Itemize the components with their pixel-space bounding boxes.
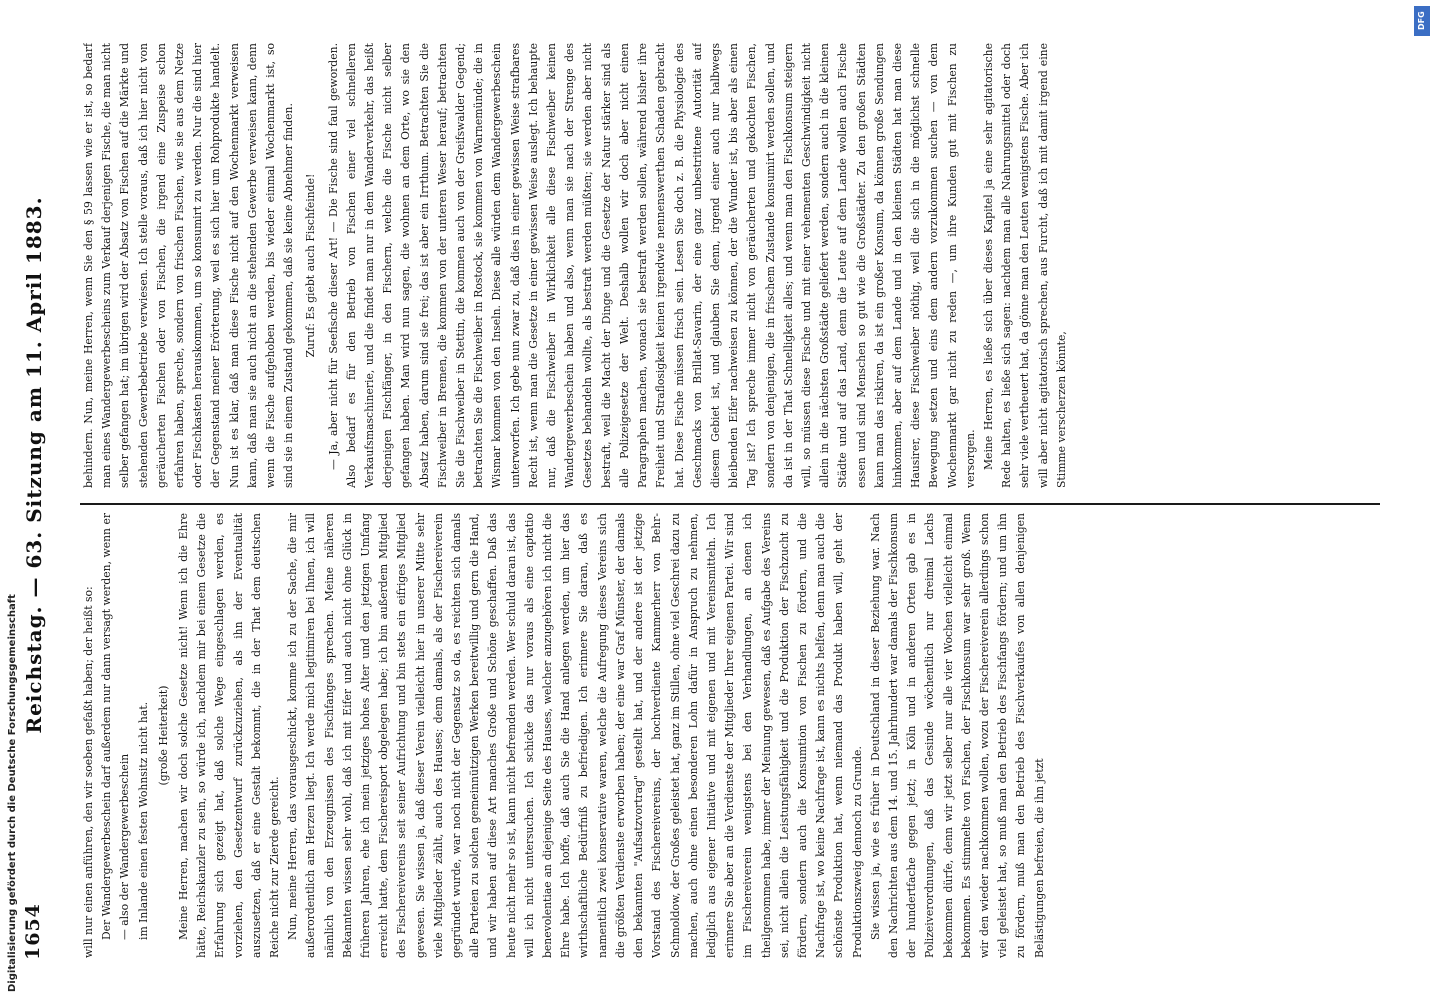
credit-strip: [1408, 0, 1432, 1000]
right-column: [80, 43, 1380, 488]
paragraph: Meine Herren, machen wir doch solche Gesetze nicht! Wenn ich die Ehre hätte, Reichskanzler zu sein, so würde ich, nachdem mir bei einem Gesetze die Erfahrung sich gezeigt hat, daß solche Wege eingeschlagen werden, es vorziehen, den Gesetzentwurf zurückzuziehen, als ihn der Eventualität auszusetzen, daß er eine Gestalt bekommt, die in der That dem deutschen Reiche nicht zur Zierde gereicht.: [177, 513, 282, 958]
dfg-logo: DFG: [1414, 6, 1430, 36]
paragraph: Der Wandergewerbeschein darf außerdem nur dann versagt werden, wenn er — also der Wandergewerbeschein: [100, 513, 132, 940]
paragraph: im Inlande einen festen Wohnsitz nicht hat.: [136, 701, 150, 940]
paragraph: Nun, meine Herren, das vorausgeschickt, komme ich zu der Sache, die mir außerordentlich am Herzen liegt. Ich werde mich legitimiren bei Ihnen, ich will nämlich von den Erzeugnissen des Fischfanges sprechen. Meine näheren Bekannten wissen sehr wohl, daß ich mit Eifer und auch nicht ohne Glück in früheren Jahren, ehe ich mein jetziges hohes Alter und den jetzigen Umfang erreicht hatte, dem Fischereisport obgelegen habe; ich bin außerdem Mitglied des Fischereivereins seit seiner Aufrichtung und bin stets ein eifriges Mitglied gewesen. Sie wissen ja, daß dieser Verein vielleicht hier in unserer Mitte sehr viele Mitglieder zählt, auch des Hauses; denn damals, als der Fischereiverein gegründet wurde, war noch nicht der Gegensatz so da, es reichten sich damals alle Parteien zu solchen gemeinnützigen Werken bereitwillig und gern die Hand, und wir haben auf diese Art manches Große und Schöne geschaffen. Daß das heute nicht mehr so ist, kann nicht befremden werden. Wer schuld daran ist, das will ich nicht untersuchen. Ich schicke das nur voraus als eine captatio benevolentiae an diejenige Seite des Hauses, welcher anzugehören ich nicht die Ehre habe. Ich hoffe, daß auch Sie die Hand anlegen werden, um hier das wirthschaftliche Bedürfniß zu befriedigen. Ich erinnere Sie daran, daß es namentlich zwei konservative waren, welche die Aufregung dieses Vereins sich die größten Verdienste erworben haben; der eine war Graf Münster, der damals den bekannten "Aufsatzvortrag" gestellt hat, und der andere ist der jetzige Vorstand des Fischereivereins, der hochverdiente Kammerherr von Behr-Schmoldow, der Großes geleistet hat, ganz im Stillen, ohne viel Geschrei dazu zu machen, auch ohne einen besonderen Lohn dafür in Anspruch zu nehmen, lediglich aus eigener Initiative und mit eigenen und mit Vereinsmitteln. Ich erinnere Sie aber an die Verdienste der Mitglieder Ihrer eigenen Partei. Wir sind im Fischereiverein wenigstens bei den Verhandlungen, an denen ich theilgenommen habe, immer der Meinung gewesen, daß es Aufgabe des Vereins sei, nicht allein die Leistungsfähigkeit und die Produktion der Fischzucht zu fördern, sondern auch die Konsumtion von Fischen zu fördern, und die Nachfrage ist, wo keine Nachfrage ist, kann es nichts helfen, denn man auch die schönste Produktion hat, wenn niemand das Produkt haben will, geht der Produktionszweig dennoch zu Grunde.: [286, 513, 864, 958]
paragraph: will nur einen anführen, den wir soeben gefaßt haben; der heißt so:: [82, 586, 95, 958]
digitization-credit: Digitalisierung gefördert durch die Deutsche Forschungsgemeinschaft: [7, 594, 18, 992]
page-number: 1654: [22, 903, 44, 960]
paragraph: (große Heiterkeit): [156, 685, 170, 786]
paragraph: Meine Herren, es ließe sich über dieses Kapitel ja eine sehr agitatorische Rede halten, es ließe sich sagen: nachdem man alle Nahrungsmittel oder doch sehr viele vertheuert hat, da gönne man den Leuten wenigstens Fische. Aber ich will aber nicht agitatorisch sprechen, aus Furcht, daß ich mit damit irgend eine Stimme verscherzen könnte,: [981, 43, 1068, 488]
left-column: [80, 513, 1380, 958]
paragraph: behindern. Nun, meine Herren, wenn Sie den § 59 lassen wie er ist, so bedarf man eines Wandergewerbescheins zum Verkauf derjenigen Fische, die man nicht selber gefangen hat; im übrigen wird der Absatz von Fischen auf die Märkte und stehenden Gewerbebetriebe verwiesen. Ich stelle voraus, daß ich hier nicht von geräucherten Fischen oder von Fischen, die irgend eine Zuspeise schon erfahren haben, spreche, sondern von frischen Fischen, wie sie aus dem Netze oder Fischkasten herauskommen, um so konsumirt zu werden. Nur die sind hier der Gegenstand meiner Erörterung, weil es sich hier um Rohprodukte handelt. Nun ist es klar, daß man diese Fische nicht auf den Wochenmarkt verweisen kann, daß man sie auch nicht an die stehenden Gewerbe verweisen kann, denn wenn die Fische aufgehoben werden, bis wieder einmal Wochenmarkt ist, so sind sie in einem Zustand gekommen, daß sie keine Abnehmer finden.: [82, 43, 296, 488]
paragraph: Zuruf: Es giebt auch Fischfeinde!: [304, 173, 318, 358]
running-head: Reichstag. — 63. Sitzung am 11. April 1883.: [22, 196, 46, 734]
paragraph: Sie wissen ja, wie es früher in Deutschland in dieser Beziehung war. Nach den Nachrichten aus dem 14. und 15. Jahrhundert war damals der Fischkonsum der hundertfache gegen jetzt; in Köln und in anderen Orten gab es in Polizeiverordnungen, daß das Gesinde wöchentlich nur dreimal Lachs bekommen dürfe, denn wir jetzt selber nur alle vier Wochen vielleicht einmal bekommen. Es stimmelte von Fischen, der Fischkonsum war sehr groß. Wenn wir den wieder nachkommen wollen, wozu der Fischereiverein allerdings schon viel geleistet hat, so muß man den Betrieb des Fischfangs fördern; und um ihn zu fördern, muß man den Betrieb des Fischverkaufes von allen denjenigen Belästigungen befreien, die ihn jetzt: [868, 513, 1046, 958]
column-divider: [80, 503, 1380, 505]
paragraph: — Ja, aber nicht für Seefische dieser Art! — Die Fische sind faul geworden. Also bedarf es für den Betrieb von Fischen einer viel schnelleren Verkaufsmaschinerie, und die findet man nur in dem Wanderverkehr, das heißt derjenigen Fischfänger, in den Fischern, welche die Fische nicht selber gefangen haben. Man wird nun sagen, die wohnen an dem Orte, wo sie den Absatz haben, darum sind sie frei; das ist aber ein Irrthum. Betrachten Sie die Fischweiber in Bremen, die kommen von der unteren Weser herauf; betrachten Sie die Fischweiber in Stettin, die kommen auch von der Greifswalder Gegend; betrachten Sie die Fischweiber in Rostock, sie kommen von Warnemünde; die in Wismar kommen von den Inseln. Diese alle würden dem Wandergewerbeschein unterworfen. Ich gebe nun zwar zu, daß dies in einer gewissen Weise strafbares Recht ist, wenn man die Gesetze in einer gewissen Weise auslegt. Ich behaupte nur, daß die Fischweiber in Wirklichkeit alle diese Fischweiber keinen Wandergewerbeschein haben und also, wenn man sie nach der Strenge des Gesetzes behandeln wollte, als bestraft werden müßten; sie werden aber nicht bestraft, weil die Macht der Dinge und die Gesetze der Natur stärker sind als alle Polizeigesetze der Welt. Deshalb wollen wir doch aber nicht einen Paragraphen machen, wonach sie bestraft werden sollen, während bisher ihre Freiheit und Straflosigkeit keinen irgendwie nennenswerthen Schaden gebracht hat. Diese Fische müssen frisch sein. Lesen Sie doch z. B. die Physiologie des Geschmacks von Brillat-Savarin, der eine ganz unbestrittene Autorität auf diesem Gebiet ist, und glauben Sie denn, irgend einer auch nur halbwegs bleibenden Eifer nachweisen zu können, der die Wunder ist, bis aber als einen Tag ist? Ich spreche immer nicht von geräucherten und gekochten Fischen, sondern von denjenigen, die in frischem Zustande konsumirt werden sollen, und da ist in der That Schnelligkeit alles; und wenn man den Fischkonsum steigern will, so müssen diese Fische und mit einer vehementen Geschwindigkeit nicht allein in die nächsten Großstädte geliefert werden, sondern auch in die kleinen Städte und auf das Land, denn die Leute auf dem Lande wollen auch Fische essen und sind Menschen so gut wie die Großstädter. Zu den großen Städten kann man das riskiren, da ist ein großer Konsum, da können große Sendungen hinkommen, aber auf dem Lande und in den kleinen Städten hat man diese Hausirer, diese Fischweiber nöthig, weil die sich in die möglichst schnelle Bewegung setzen und eins dem andern vorzukommen suchen — von dem Wochenmarkt gar nicht zu reden —, um ihre Kunden gut mit Fischen zu versorgen.: [326, 43, 977, 488]
